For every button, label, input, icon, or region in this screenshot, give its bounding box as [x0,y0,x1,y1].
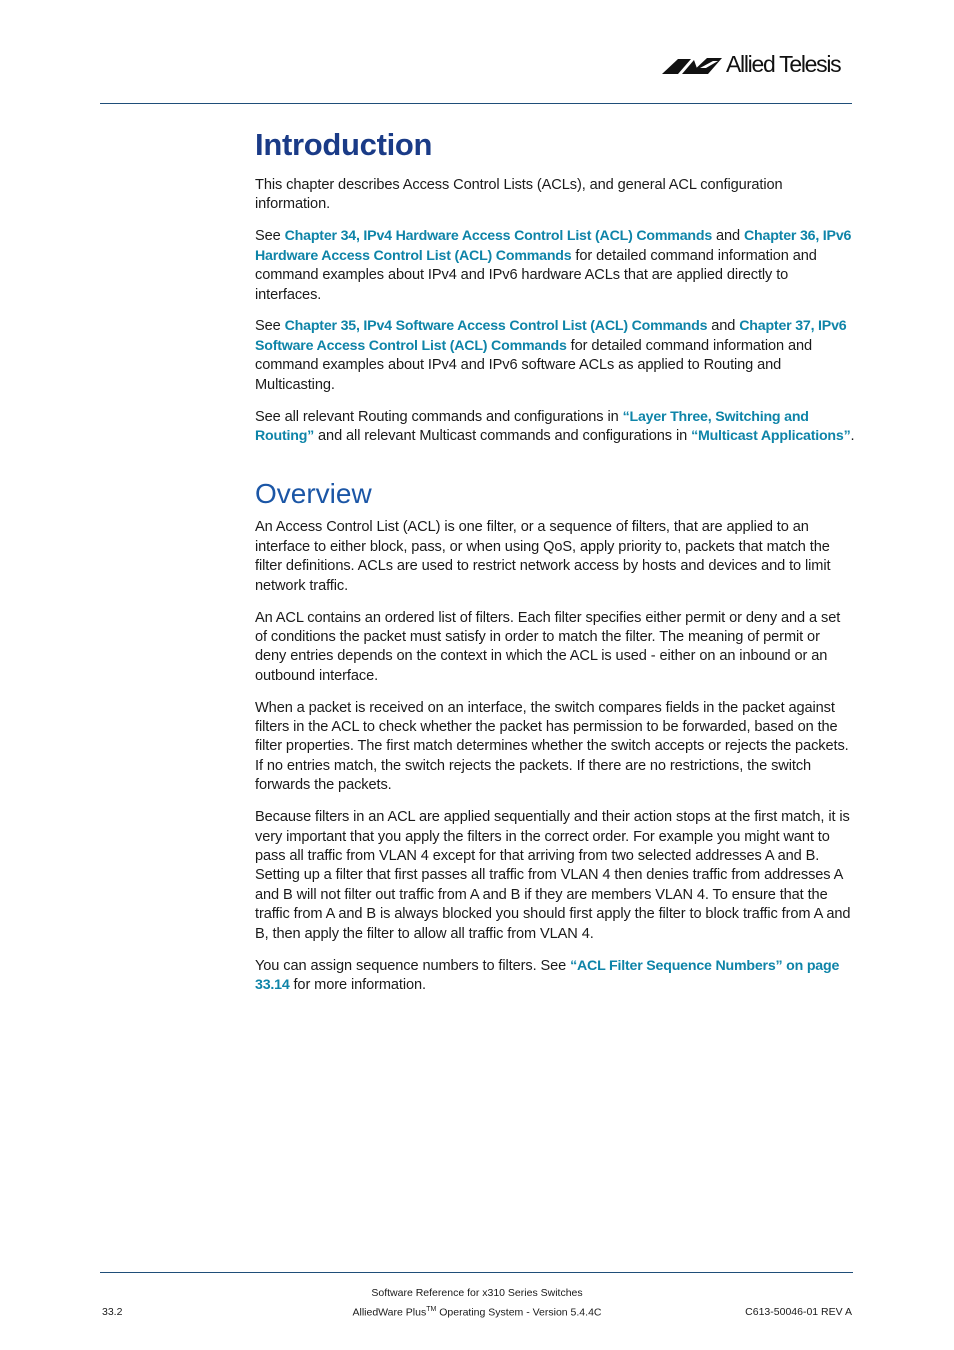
overview-paragraph-2: An ACL contains an ordered list of filters. Each filter specifies either permit or deny and a set of conditions the packet must satisfy in order to match the filter. The meaning of permit or deny entries depends on the context in which the ACL is used - either on an inbound or an outbound interface. [255,609,841,684]
logo-mark-icon [660,52,726,78]
overview-paragraph-5: You can assign sequence numbers to filters. See “ACL Filter Sequence Numbers” on page 33.14 for more information. [255,957,840,993]
main-content [255,125,855,1008]
footer-doc-title: Software Reference for x310 Series Switches [371,1287,583,1299]
footer-doc-id: C613-50046-01 REV A [745,1306,852,1318]
link-acl-filter-sequence-numbers[interactable]: “ACL Filter Sequence Numbers” on page 33.14 [255,957,840,993]
overview-heading: Overview [255,478,372,510]
footer-os-version: AlliedWare Plus™ Operating System - Version 5.4.4C [352,1306,602,1319]
intro-paragraph-1: This chapter describes Access Control Lists (ACLs), and general ACL configuration information. [255,177,783,213]
logo-text: Allied Telesis [726,51,841,77]
overview-paragraph-1: An Access Control List (ACL) is one filter, or a sequence of filters, that are applied to an interface to either block, pass, or when using QoS, apply priority to, packets that match the filter definitions. ACLs are used to restrict network access by hosts and devices and to limit network traffic. [255,519,831,594]
link-layer-three[interactable]: “Layer Three, Switching and Routing” [255,408,809,444]
link-multicast-applications[interactable]: “Multicast Applications” [691,427,851,444]
overview-paragraph-3: When a packet is received on an interface, the switch compares fields in the packet against filters in the ACL to check whether the packet has permission to be forwarded, based on the filter properties. The first match determines whether the switch accepts or rejects the packets. If no entries match, the switch rejects the packets. If there are no restrictions, the switch forwards the packets. [255,699,849,794]
link-chapter-34[interactable]: Chapter 34, IPv4 Hardware Access Control List (ACL) Commands [284,228,713,245]
introduction-heading: Introduction [255,127,433,162]
footer-page-number: 33.2 [102,1306,123,1318]
overview-paragraph-4: Because filters in an ACL are applied sequentially and their action stops at the first match, it is very important that you apply the filters in the correct order. For example you might want to pass all traffic from VLAN 4 except for that arriving from two selected addresses A and B. Setting up a filter that first passes all traffic from VLAN 4 then denies traffic from addresses A and B will not filter out traffic from A and B if they are members VLAN 4. To ensure that the traffic from A and B is always blocked you should first apply the filter to block traffic from A and B, then apply the filter to allow all traffic from VLAN 4. [255,809,851,942]
link-chapter-36[interactable]: Chapter 36, IPv6 Hardware Access Control List (ACL) Commands [255,228,852,264]
intro-paragraph-2: See Chapter 34, IPv4 Hardware Access Control List (ACL) Commands and Chapter 36, IPv6 Hardware Access Control List (ACL) Commands for detailed command information and command examples about IPv4 and IPv6 hardware ACLs that are applied directly to interfaces. [255,228,852,303]
header-rule [100,103,852,104]
link-chapter-37[interactable]: Chapter 37, IPv6 Software Access Control List (ACL) Commands [255,318,847,354]
footer-rule [100,1272,853,1273]
intro-paragraph-4: See all relevant Routing commands and configurations in “Layer Three, Switching and Routing” and all relevant Multicast commands and configurations in “Multicast Applications”. [255,408,855,444]
link-chapter-35[interactable]: Chapter 35, IPv4 Software Access Control List (ACL) Commands [284,318,708,335]
allied-telesis-logo [660,52,855,78]
intro-paragraph-3: See Chapter 35, IPv4 Software Access Control List (ACL) Commands and Chapter 37, IPv6 Software Access Control List (ACL) Commands for detailed command information and command examples about IPv4 and IPv6 software ACLs as applied to Routing and Multicasting. [255,318,847,393]
